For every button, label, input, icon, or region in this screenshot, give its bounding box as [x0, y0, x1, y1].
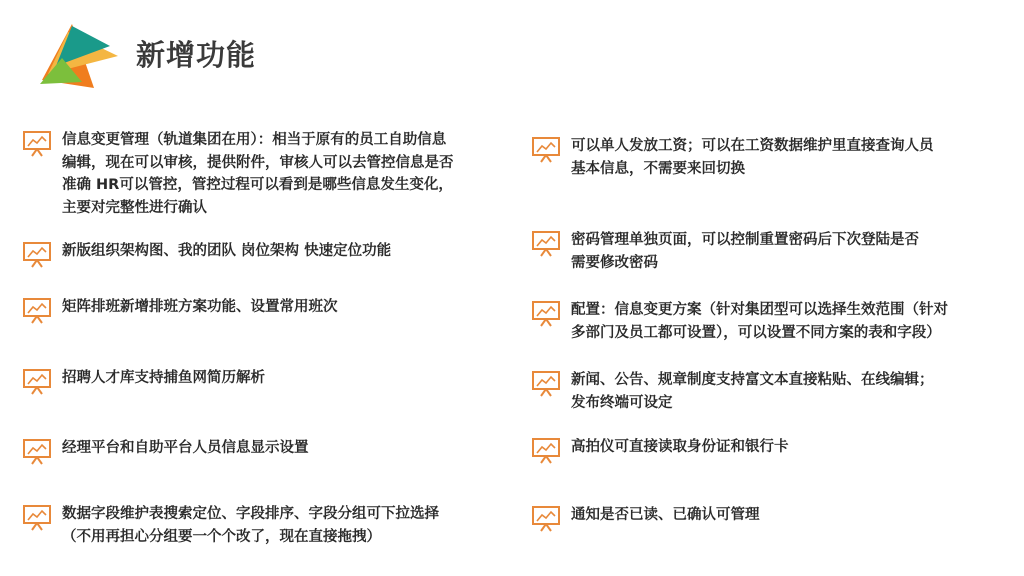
item-text: 可以单人发放工资；可以在工资数据维护里直接查询人员 基本信息，不需要来回切换 [571, 138, 934, 177]
presentation-board-icon [531, 504, 561, 532]
item-text: 招聘人才库支持捕鱼网简历解析 [62, 370, 265, 386]
item-text: 新版组织架构图、我的团队 岗位架构 快速定位功能 [62, 243, 392, 259]
list-item [531, 436, 1011, 464]
item-text: 配置：信息变更方案（针对集团型可以选择生效范围（针对 多部门及员工都可设置），可以设置不同方案的表和字段） [571, 302, 948, 341]
list-item [22, 240, 522, 268]
presentation-board-icon [531, 229, 561, 257]
list-item [531, 135, 1011, 180]
item-text: 通知是否已读、已确认可管理 [571, 507, 760, 523]
list-item [22, 437, 522, 465]
item-text: 信息变更管理（轨道集团在用）：相当于原有的员工自助信息 编辑，现在可以审核，提供附件，审核人可以去管控信息是否 准确 HR可以管控，管控过程可以看到是哪些信息发生变化， 主要对完整性进行确认 [62, 132, 454, 216]
presentation-board-icon [531, 436, 561, 464]
item-text: 密码管理单独页面，可以控制重置密码后下次登陆是否 需要修改密码 [571, 232, 919, 271]
list-item [22, 367, 522, 395]
page-title: 新增功能 [136, 38, 257, 72]
item-text: 经理平台和自助平台人员信息显示设置 [62, 440, 309, 456]
presentation-board-icon [22, 296, 52, 324]
list-item [531, 504, 1011, 532]
presentation-board-icon [531, 135, 561, 163]
item-text: 数据字段维护表搜索定位、字段排序、字段分组可下拉选择 （不用再担心分组要一个个改了，现在直接拖拽） [62, 506, 439, 545]
item-text: 新闻、公告、规章制度支持富文本直接粘贴、在线编辑； 发布终端可设定 [571, 372, 934, 411]
list-item [22, 296, 522, 324]
presentation-board-icon [22, 437, 52, 465]
presentation-board-icon [22, 367, 52, 395]
list-item [531, 229, 1011, 274]
item-text: 矩阵排班新增排班方案功能、设置常用班次 [62, 299, 338, 315]
presentation-board-icon [22, 240, 52, 268]
presentation-board-icon [22, 129, 52, 157]
list-item [531, 299, 1011, 344]
list-item [22, 503, 522, 548]
presentation-board-icon [22, 503, 52, 531]
list-item [22, 129, 522, 219]
presentation-board-icon [531, 369, 561, 397]
list-item [531, 369, 1011, 414]
presentation-board-icon [531, 299, 561, 327]
item-text: 高拍仪可直接读取身份证和银行卡 [571, 439, 789, 455]
logo-icon [38, 22, 120, 90]
